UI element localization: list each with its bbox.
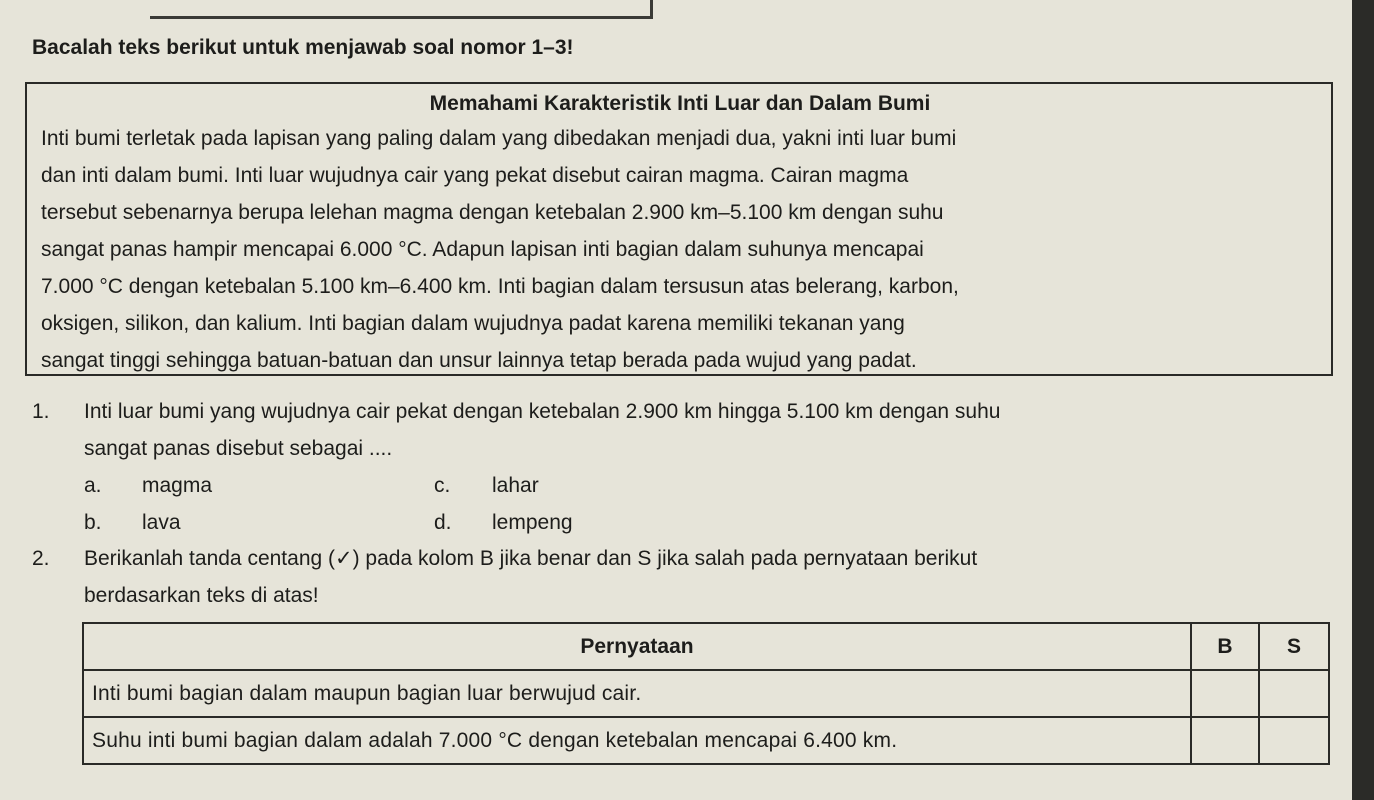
- question-text-cont: sangat panas disebut sebagai ....: [84, 437, 393, 460]
- question-number: 1.: [32, 400, 50, 423]
- reading-line: Inti bumi terletak pada lapisan yang paling dalam yang dibedakan menjadi dua, yakni inti luar bumi: [41, 127, 957, 150]
- option-a[interactable]: [84, 467, 212, 504]
- statement-table: [82, 622, 1330, 765]
- option-b[interactable]: [84, 504, 181, 541]
- option-text: lempeng: [492, 511, 573, 534]
- option-c[interactable]: [434, 467, 539, 504]
- option-text: magma: [142, 474, 213, 497]
- table-row: [83, 670, 1329, 717]
- question-number: 2.: [32, 547, 50, 570]
- reading-line: oksigen, silikon, dan kalium. Inti bagian dalam wujudnya padat karena memiliki tekanan yang: [41, 312, 905, 335]
- reading-body: [41, 120, 1319, 379]
- reading-line: 7.000 °C dengan ketebalan 5.100 km–6.400 km. Inti bagian dalam tersusun atas belerang, karbon,: [41, 275, 959, 298]
- page-edge: [1352, 0, 1374, 800]
- option-d[interactable]: [434, 504, 573, 541]
- reading-line: dan inti dalam bumi. Inti luar wujudnya cair yang pekat disebut cairan magma. Cairan magma: [41, 164, 909, 187]
- option-letter: c.: [434, 474, 451, 497]
- options-row-1: [32, 467, 1332, 504]
- question-text: Inti luar bumi yang wujudnya cair pekat dengan ketebalan 2.900 km hingga 5.100 km dengan suhu: [84, 400, 1001, 423]
- reading-box: [25, 82, 1333, 376]
- reading-line: tersebut sebenarnya berupa lelehan magma dengan ketebalan 2.900 km–5.100 km dengan suhu: [41, 201, 944, 224]
- reading-line: sangat tinggi sehingga batuan-batuan dan unsur lainnya tetap berada pada wujud yang padat.: [41, 349, 917, 372]
- option-text: lahar: [492, 474, 539, 497]
- option-letter: d.: [434, 511, 452, 534]
- question-text-cont: berdasarkan teks di atas!: [84, 584, 319, 607]
- check-cell-s[interactable]: [1259, 670, 1329, 717]
- check-cell-b[interactable]: [1191, 717, 1259, 764]
- reading-line: sangat panas hampir mencapai 6.000 °C. Adapun lapisan inti bagian dalam suhunya mencapai: [41, 238, 924, 261]
- table-row: [83, 717, 1329, 764]
- check-cell-s[interactable]: [1259, 717, 1329, 764]
- question-text: Berikanlah tanda centang (✓) pada kolom B jika benar dan S jika salah pada pernyataan berikut: [84, 547, 978, 570]
- header-s: S: [1259, 623, 1329, 670]
- header-b: B: [1191, 623, 1259, 670]
- header-decoration: [150, 0, 653, 19]
- options-row-2: [32, 504, 1332, 541]
- instruction: Bacalah teks berikut untuk menjawab soal nomor 1–3!: [32, 36, 574, 59]
- header-statement: Pernyataan: [83, 623, 1191, 670]
- reading-title: Memahami Karakteristik Inti Luar dan Dalam Bumi: [429, 92, 931, 115]
- statement-cell: Suhu inti bumi bagian dalam adalah 7.000 °C dengan ketebalan mencapai 6.400 km.: [83, 717, 1191, 764]
- statement-cell: Inti bumi bagian dalam maupun bagian luar berwujud cair.: [83, 670, 1191, 717]
- option-letter: b.: [84, 511, 102, 534]
- option-letter: a.: [84, 474, 102, 497]
- option-text: lava: [142, 511, 181, 534]
- question-2: [32, 540, 1332, 614]
- check-cell-b[interactable]: [1191, 670, 1259, 717]
- question-1: [32, 393, 1332, 541]
